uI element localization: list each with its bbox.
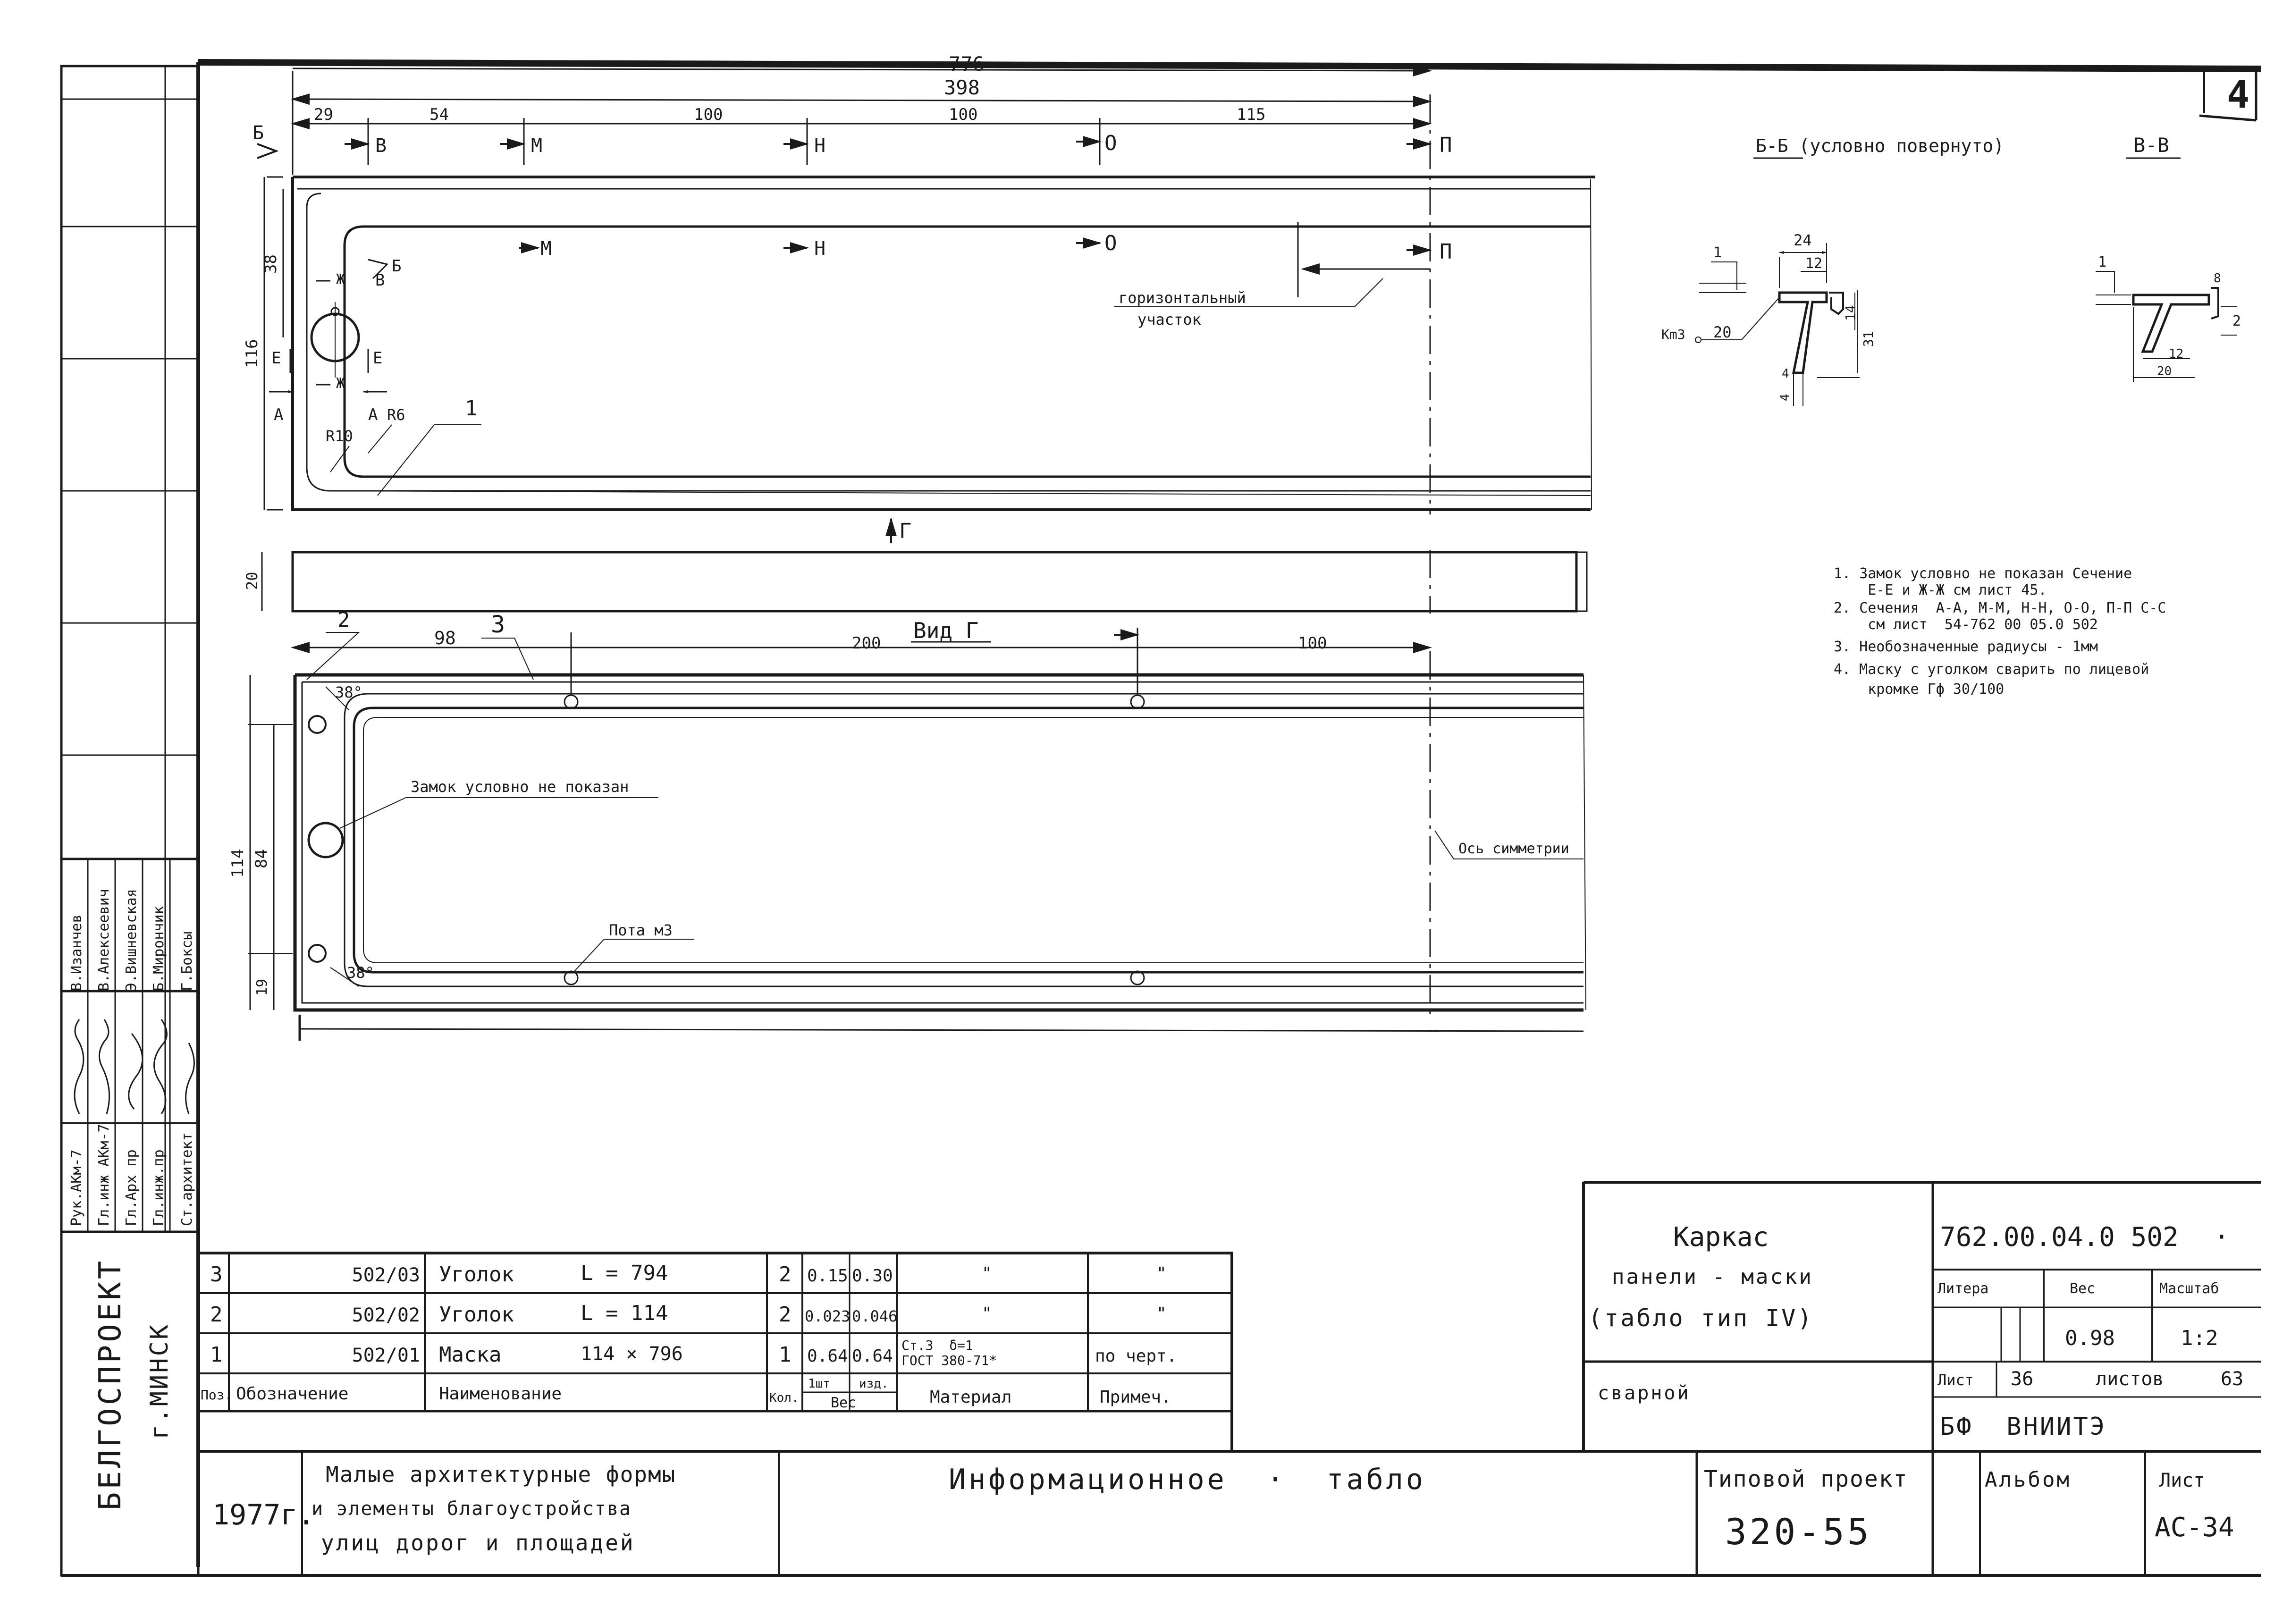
series-line-2: и элементы благоустройства bbox=[312, 1498, 632, 1520]
sheets-total: 63 bbox=[2221, 1368, 2244, 1390]
view-g-lock-note: Замок условно не показан bbox=[411, 778, 629, 796]
sheet-label: Лист bbox=[1937, 1371, 1974, 1389]
plan-view bbox=[243, 52, 1595, 614]
view-g-dim-100: 100 bbox=[1298, 634, 1327, 653]
part-code-suffix: · bbox=[2214, 1222, 2230, 1253]
plan-dim-115: 115 bbox=[1237, 105, 1266, 124]
spec-row-1-designation: 502/01 bbox=[352, 1345, 420, 1366]
spec-row-2-qty: 2 bbox=[779, 1303, 792, 1327]
section-bb-24: 24 bbox=[1794, 231, 1812, 249]
spec-header-w2: изд. bbox=[859, 1377, 889, 1391]
design-org: БФ ВНИИТЭ bbox=[1940, 1413, 2107, 1441]
spec-header-note: Примеч. bbox=[1100, 1388, 1171, 1407]
section-mark-e2: Е bbox=[373, 349, 383, 368]
note-line-1: 1. Замок условно не показан Сечение bbox=[1834, 565, 2132, 582]
note-line-5: 3. Необозначенные радиусы - 1мм bbox=[1834, 639, 2098, 655]
view-g-symmetry-axis: Ось симметрии bbox=[1458, 841, 1569, 857]
signature-role-5: Ст.архитект bbox=[179, 1132, 195, 1226]
signature-name-4: Б.Мирончик bbox=[151, 906, 167, 991]
stamp-org: БЕЛГОСПРОЕКТ bbox=[93, 1258, 128, 1510]
section-bb-31: 31 bbox=[1861, 331, 1876, 347]
spec-header-w1: 1шт bbox=[808, 1377, 830, 1391]
signature-name-2: В.Алексеевич bbox=[96, 889, 112, 991]
corner-mark: 4 bbox=[2227, 73, 2250, 117]
note-line-4: см лист 54-762 00 05.0 502 bbox=[1834, 616, 2098, 633]
section-mark-p: П bbox=[1440, 133, 1452, 157]
signature-2 bbox=[99, 1019, 109, 1114]
view-arrow-g: Г bbox=[899, 519, 912, 543]
strip-dim-20: 20 bbox=[243, 572, 261, 590]
left-stamp-strip bbox=[61, 66, 198, 1575]
radius-r10: R10 bbox=[326, 427, 353, 445]
spec-row-1-w1: 0.64 bbox=[807, 1346, 848, 1366]
spec-row-2-size: L = 114 bbox=[581, 1301, 668, 1325]
spec-row-3-designation: 502/03 bbox=[352, 1264, 420, 1286]
signature-name-3: Э.Вишневская bbox=[123, 889, 140, 991]
section-mark-a1: А bbox=[274, 405, 284, 424]
note-line-2: Е-Е и Ж-Ж см лист 45. bbox=[1834, 582, 2047, 598]
spec-row-1-name: Маска bbox=[439, 1343, 502, 1367]
part-method: сварной bbox=[1598, 1382, 1691, 1404]
part-name-line-3: (табло тип IV) bbox=[1588, 1304, 1814, 1332]
signature-role-4: Гл.инж.пр bbox=[151, 1149, 167, 1226]
signature-role-2: Гл.инж АКм-7 bbox=[96, 1124, 112, 1226]
spec-row-2-designation: 502/02 bbox=[352, 1304, 420, 1326]
signature-role-1: Рук.АКм-7 bbox=[68, 1149, 85, 1226]
spec-row-1-pos: 1 bbox=[210, 1343, 223, 1367]
radius-r6: R6 bbox=[387, 406, 405, 424]
spec-row-3-w1: 0.15 bbox=[807, 1266, 848, 1286]
section-bb-4a: 4 bbox=[1782, 367, 1789, 381]
section-vv-1: 1 bbox=[2098, 254, 2107, 270]
plan-dim-100b: 100 bbox=[949, 105, 978, 124]
view-g-dim-200: 200 bbox=[852, 634, 881, 653]
view-g-angle-top: 38° bbox=[335, 683, 362, 701]
signature-name-1: В.Изанчев bbox=[68, 914, 85, 991]
spec-row-2-note: " bbox=[1156, 1304, 1167, 1323]
stamp-city: г.МИНСК bbox=[145, 1322, 174, 1439]
document-title: Информационное · табло bbox=[949, 1463, 1426, 1496]
section-vv-12: 12 bbox=[2169, 347, 2184, 361]
plan-dim-38: 38 bbox=[261, 254, 280, 274]
view-g-angle-bottom: 38° bbox=[347, 964, 374, 982]
list-number: АС-34 bbox=[2155, 1512, 2234, 1543]
spec-header-qty: Кол. bbox=[769, 1391, 799, 1405]
spec-header-pos: Поз. bbox=[201, 1387, 233, 1403]
spec-row-3-size: L = 794 bbox=[581, 1261, 668, 1285]
year: 1977г. bbox=[212, 1498, 315, 1531]
section-mark-zh2: Ж bbox=[336, 375, 345, 392]
spec-row-2-w2: 0.046 bbox=[852, 1307, 898, 1325]
section-mark-zh1: Ж bbox=[336, 271, 345, 288]
section-mark-m: М bbox=[531, 135, 543, 157]
signature-3 bbox=[129, 1034, 143, 1109]
section-bb-20: 20 bbox=[1713, 323, 1732, 341]
weight-value: 0.98 bbox=[2065, 1326, 2115, 1350]
note-line-7: кромке Гф 30/100 bbox=[1834, 681, 2005, 698]
spec-row-1-w2: 0.64 bbox=[852, 1346, 893, 1366]
spec-row-3-note: " bbox=[1156, 1264, 1167, 1283]
section-vv-20: 20 bbox=[2157, 364, 2172, 379]
view-g-leader-3: 3 bbox=[491, 611, 505, 638]
sheet-number: 36 bbox=[2011, 1368, 2034, 1390]
spec-table bbox=[198, 1253, 1232, 1451]
lit-label: Литера bbox=[1937, 1280, 1989, 1297]
view-g-title: Вид Г bbox=[913, 618, 979, 643]
section-bb-km: Кm3 bbox=[1661, 327, 1685, 342]
notes bbox=[1834, 565, 2166, 698]
section-vv-8: 8 bbox=[2214, 271, 2221, 286]
spec-header-material: Материал bbox=[930, 1388, 1012, 1407]
section-vv-title: В-В bbox=[2133, 134, 2169, 157]
list-label: Лист bbox=[2159, 1470, 2205, 1491]
section-bb-12: 12 bbox=[1805, 255, 1823, 272]
album-label: Альбом bbox=[1985, 1468, 2071, 1492]
plan-dim-29: 29 bbox=[314, 105, 333, 124]
spec-row-2-material: " bbox=[982, 1304, 992, 1323]
spec-row-3-w2: 0.30 bbox=[852, 1266, 893, 1286]
part-name-line-2: панели - маски bbox=[1612, 1265, 1813, 1289]
weight-label: Вес bbox=[2070, 1280, 2096, 1297]
spec-row-1-material: Ст.3 δ=1 ГОСТ 380-71* bbox=[901, 1338, 997, 1369]
section-bb-title: Б-Б (условно повернуто) bbox=[1756, 135, 2005, 156]
section-bb-14: 14 bbox=[1843, 305, 1858, 321]
spec-header-designation: Обозначение bbox=[236, 1384, 349, 1404]
plan-dim-116: 116 bbox=[243, 339, 261, 368]
view-g-leader-2: 2 bbox=[337, 608, 350, 632]
scale-value: 1:2 bbox=[2181, 1326, 2218, 1350]
section-mark-v: В bbox=[375, 135, 387, 157]
plan-leader-1: 1 bbox=[465, 396, 478, 421]
spec-header-weight: Вес bbox=[831, 1395, 857, 1411]
view-g bbox=[228, 608, 1586, 1041]
section-mark-a2: А bbox=[368, 405, 378, 424]
section-mark-e1: Е bbox=[271, 349, 281, 368]
section-bb-1: 1 bbox=[1713, 244, 1722, 261]
spec-row-1-qty: 1 bbox=[779, 1343, 792, 1367]
spec-header-name: Наименование bbox=[439, 1384, 562, 1404]
spec-row-2-w1: 0.023 bbox=[805, 1307, 851, 1325]
spec-row-3-material: " bbox=[982, 1264, 992, 1283]
note-line-3: 2. Сечения А-А, М-М, Н-Н, О-О, П-П С-С bbox=[1834, 600, 2166, 616]
plan-dim-398: 398 bbox=[944, 76, 980, 99]
section-mark-n: Н bbox=[814, 135, 826, 157]
section-mark-n2: Н bbox=[814, 238, 826, 260]
spec-row-1-note: по черт. bbox=[1095, 1346, 1177, 1366]
section-mark-p2: П bbox=[1440, 240, 1452, 264]
series-line-3: улиц дорог и площадей bbox=[321, 1530, 635, 1556]
section-mark-b: Б bbox=[253, 122, 264, 144]
project-label: Типовой проект bbox=[1704, 1466, 1908, 1492]
note-line-6: 4. Маску с уголком сварить по лицевой bbox=[1834, 661, 2149, 678]
section-mark-m2: М bbox=[540, 238, 552, 260]
view-g-weld-note: Пота м3 bbox=[609, 921, 673, 939]
section-mark-v2: В bbox=[375, 271, 385, 290]
part-name-line-1: Каркас bbox=[1673, 1222, 1769, 1253]
view-g-dim-98: 98 bbox=[434, 628, 456, 648]
spec-row-2-name: Уголок bbox=[439, 1303, 514, 1327]
plan-dim-54: 54 bbox=[430, 105, 449, 124]
view-g-dim-84: 84 bbox=[252, 849, 271, 868]
scale-label: Масштаб bbox=[2159, 1280, 2219, 1297]
signature-5 bbox=[186, 1043, 194, 1114]
plan-dim-100a: 100 bbox=[694, 105, 723, 124]
sheets-label: листов bbox=[2096, 1368, 2164, 1390]
section-mark-o2: О bbox=[1104, 231, 1117, 255]
signature-name-5: Г.Боксы bbox=[179, 931, 195, 991]
spec-row-1-size: 114 × 796 bbox=[581, 1343, 683, 1365]
view-g-dim-114: 114 bbox=[228, 849, 247, 878]
spec-row-2-pos: 2 bbox=[210, 1303, 223, 1327]
project-number: 320-55 bbox=[1725, 1511, 1872, 1553]
section-bb-4b: 4 bbox=[1778, 394, 1792, 401]
plan-dim-776: 776 bbox=[949, 52, 985, 76]
spec-row-3-pos: 3 bbox=[210, 1262, 223, 1287]
section-mark-o: О bbox=[1104, 131, 1117, 155]
signature-1 bbox=[75, 1019, 84, 1114]
view-g-dim-19: 19 bbox=[254, 978, 270, 996]
spec-row-3-qty: 2 bbox=[779, 1262, 792, 1287]
horizontal-segment-label-1: горизонтальный bbox=[1119, 289, 1246, 307]
section-vv-2: 2 bbox=[2232, 313, 2241, 329]
sections bbox=[1661, 134, 2241, 406]
part-code: 762.00.04.0 502 bbox=[1940, 1222, 2179, 1253]
horizontal-segment-label-2: участок bbox=[1137, 311, 1201, 328]
series-line-1: Малые архитектурные формы bbox=[326, 1462, 676, 1487]
section-mark-b3: Б bbox=[392, 257, 402, 276]
title-block bbox=[198, 1182, 2261, 1575]
signature-role-3: Гл.Арх пр bbox=[123, 1149, 140, 1226]
spec-row-3-name: Уголок bbox=[439, 1262, 514, 1287]
